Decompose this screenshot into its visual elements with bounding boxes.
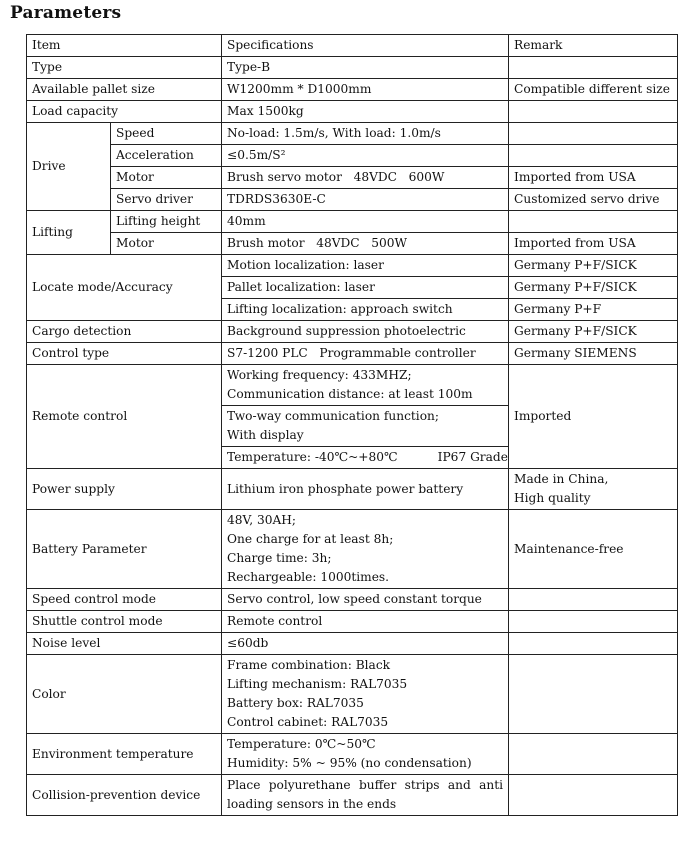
- header-remark: Remark: [509, 35, 678, 57]
- row-remark: Germany P+F/SICK: [509, 277, 678, 299]
- header-specifications: Specifications: [222, 35, 509, 57]
- row-spec: W1200mm * D1000mm: [222, 79, 509, 101]
- row-item: Noise level: [27, 633, 222, 655]
- row-spec: Servo control, low speed constant torque: [222, 589, 509, 611]
- page-title: Parameters: [10, 3, 122, 23]
- remark-line: Made in China,: [514, 472, 609, 486]
- table-row: [27, 123, 678, 145]
- row-remark: [509, 775, 678, 816]
- row-item: Cargo detection: [27, 321, 222, 343]
- spec-subcell: [222, 405, 508, 446]
- row-item: Shuttle control mode: [27, 611, 222, 633]
- row-remark: Imported: [509, 365, 678, 469]
- row-subitem: Motor: [111, 167, 222, 189]
- row-item: Environment temperature: [27, 734, 222, 775]
- table-row: [27, 510, 678, 589]
- row-spec: Type-B: [222, 57, 509, 79]
- row-spec: Max 1500kg: [222, 101, 509, 123]
- row-item: Collision-prevention device: [27, 775, 222, 816]
- remark-line: High quality: [514, 491, 591, 505]
- table-row: [27, 255, 678, 277]
- table-row: [27, 101, 678, 123]
- table-row: [27, 589, 678, 611]
- row-spec: No-load: 1.5m/s, With load: 1.0m/s: [222, 123, 509, 145]
- spec-line: Control cabinet: RAL7035: [227, 715, 389, 729]
- row-remark: [509, 589, 678, 611]
- row-remark-multi: [509, 469, 678, 510]
- table-row: [27, 321, 678, 343]
- row-remark: [509, 101, 678, 123]
- table-row: [27, 167, 678, 189]
- spec-line: Battery box: RAL7035: [227, 696, 364, 710]
- row-subitem: Speed: [111, 123, 222, 145]
- spec-text: Temperature: -40℃~+80℃: [227, 450, 398, 464]
- row-remark: Imported from USA: [509, 167, 678, 189]
- row-item: Available pallet size: [27, 79, 222, 101]
- table-row: [27, 145, 678, 167]
- parameters-table: [26, 34, 678, 816]
- spec-line: Humidity: 5% ~ 95% (no condensation): [227, 756, 472, 770]
- row-spec-multi: [222, 655, 509, 734]
- table-row: [27, 734, 678, 775]
- table-row: [27, 775, 678, 816]
- row-subitem: Motor: [111, 233, 222, 255]
- row-spec: Brush motor 48VDC 500W: [222, 233, 509, 255]
- row-remark: Imported from USA: [509, 233, 678, 255]
- row-spec: TDRDS3630E-C: [222, 189, 509, 211]
- row-remark: Germany P+F/SICK: [509, 321, 678, 343]
- spec-line: Rechargeable: 1000times.: [227, 570, 390, 584]
- row-group-locate: Locate mode/Accuracy: [27, 255, 222, 321]
- row-item: Control type: [27, 343, 222, 365]
- row-subitem: Acceleration: [111, 145, 222, 167]
- spec-line: One charge for at least 8h;: [227, 532, 394, 546]
- row-subitem: Servo driver: [111, 189, 222, 211]
- row-remark: Germany P+F/SICK: [509, 255, 678, 277]
- row-item: Speed control mode: [27, 589, 222, 611]
- spec-line: Charge time: 3h;: [227, 551, 332, 565]
- spec-line-temperature: [227, 448, 508, 467]
- row-group-drive: Drive: [27, 123, 111, 211]
- row-spec: S7-1200 PLC Programmable controller: [222, 343, 509, 365]
- spec-line: Working frequency: 433MHZ;: [227, 368, 412, 382]
- table-row: [27, 189, 678, 211]
- row-spec: Place polyurethane buffer strips and anti loading sensors in the ends: [222, 775, 509, 816]
- spec-subcell: [222, 365, 508, 405]
- row-group-lifting: Lifting: [27, 211, 111, 255]
- row-spec: ≤0.5m/S²: [222, 145, 509, 167]
- row-item: Type: [27, 57, 222, 79]
- row-remark: [509, 57, 678, 79]
- table-row: [27, 233, 678, 255]
- table-header-row: [27, 35, 678, 57]
- spec-subcell: [222, 446, 508, 468]
- row-remark: [509, 633, 678, 655]
- row-remark: Germany SIEMENS: [509, 343, 678, 365]
- row-spec: Background suppression photoelectric: [222, 321, 509, 343]
- row-item: Battery Parameter: [27, 510, 222, 589]
- table-row: [27, 469, 678, 510]
- table-row: [27, 633, 678, 655]
- row-remark: Compatible different size: [509, 79, 678, 101]
- spec-line: Two-way communication function;: [227, 409, 439, 423]
- row-item: Power supply: [27, 469, 222, 510]
- spec-line: Temperature: 0℃~50℃: [227, 737, 376, 751]
- row-remark: Germany P+F: [509, 299, 678, 321]
- header-item: Item: [27, 35, 222, 57]
- spec-line: 48V, 30AH;: [227, 513, 296, 527]
- row-item: Color: [27, 655, 222, 734]
- row-spec-multi: [222, 365, 509, 469]
- row-subitem: Lifting height: [111, 211, 222, 233]
- row-remark: [509, 211, 678, 233]
- row-remark: Customized servo drive: [509, 189, 678, 211]
- row-spec-multi: [222, 510, 509, 589]
- row-remark: [509, 145, 678, 167]
- row-spec-multi: [222, 734, 509, 775]
- row-spec: Pallet localization: laser: [222, 277, 509, 299]
- table-row: [27, 79, 678, 101]
- row-spec: Lifting localization: approach switch: [222, 299, 509, 321]
- row-spec: ≤60db: [222, 633, 509, 655]
- row-spec: Motion localization: laser: [222, 255, 509, 277]
- table-row: [27, 365, 678, 469]
- row-spec: Lithium iron phosphate power battery: [222, 469, 509, 510]
- row-spec: Brush servo motor 48VDC 600W: [222, 167, 509, 189]
- spec-line: Lifting mechanism: RAL7035: [227, 677, 408, 691]
- spec-line: Frame combination: Black: [227, 658, 391, 672]
- table-row: [27, 611, 678, 633]
- row-remark: Maintenance-free: [509, 510, 678, 589]
- row-remark: [509, 123, 678, 145]
- table-row: [27, 343, 678, 365]
- row-spec: Remote control: [222, 611, 509, 633]
- row-remark: [509, 655, 678, 734]
- row-remark: [509, 734, 678, 775]
- spec-line: Communication distance: at least 100m: [227, 387, 473, 401]
- table-row: [27, 211, 678, 233]
- row-remark: [509, 611, 678, 633]
- spec-text: IP67 Grade: [437, 450, 508, 464]
- table-row: [27, 57, 678, 79]
- spec-line: With display: [227, 428, 304, 442]
- row-spec: 40mm: [222, 211, 509, 233]
- table-row: [27, 655, 678, 734]
- row-item: Remote control: [27, 365, 222, 469]
- row-item: Load capacity: [27, 101, 222, 123]
